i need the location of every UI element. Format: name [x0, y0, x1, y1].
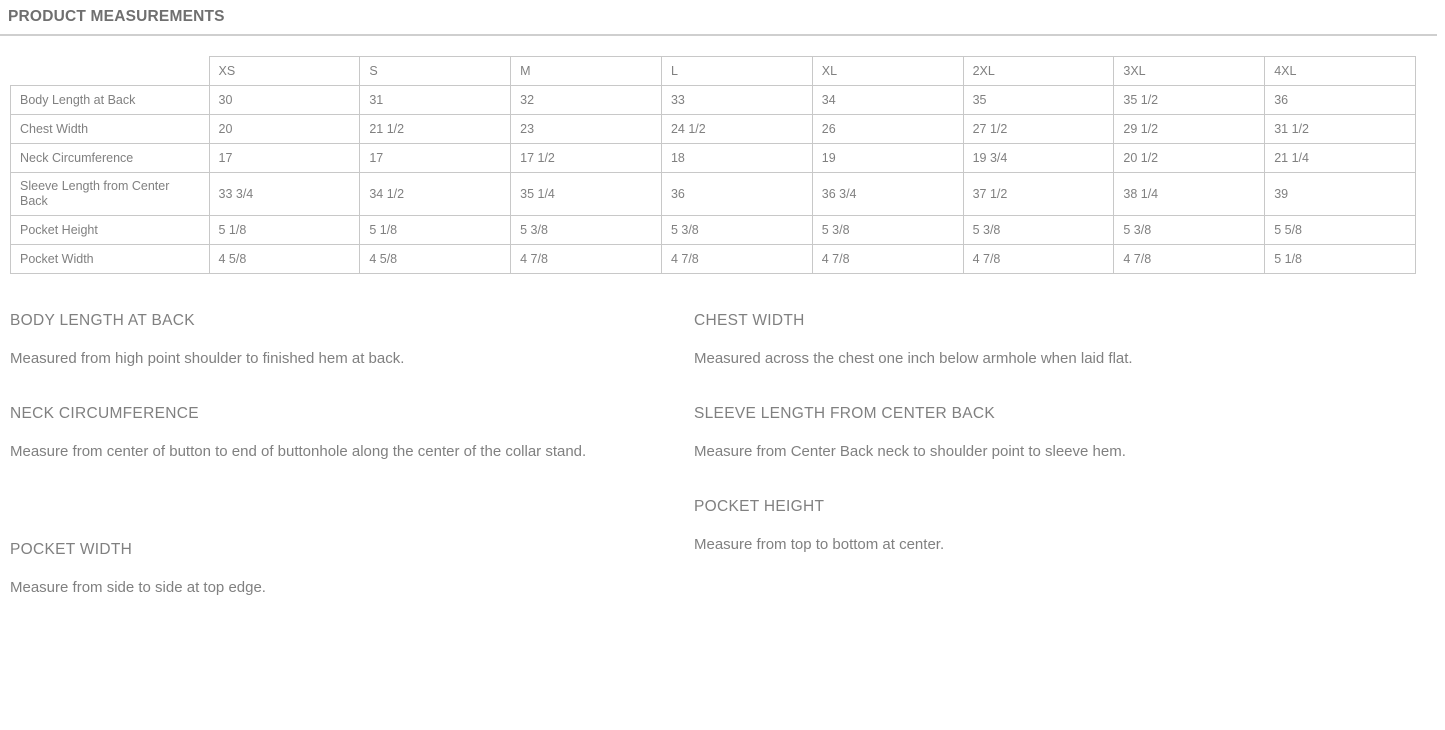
- table-cell: 21 1/2: [360, 115, 511, 144]
- table-cell: 5 3/8: [963, 216, 1114, 245]
- definition-description: Measure from center of button to end of buttonhole along the center of the collar stand.: [10, 443, 587, 460]
- row-label: Neck Circumference: [11, 144, 210, 173]
- table-cell: 5 1/8: [1265, 245, 1416, 274]
- table-cell: 30: [209, 86, 360, 115]
- measurements-table: [10, 56, 1416, 274]
- definition-description: Measure from top to bottom at center.: [694, 536, 945, 553]
- table-cell: 33 3/4: [209, 173, 360, 216]
- table-cell: 4 5/8: [209, 245, 360, 274]
- table-cell: 5 5/8: [1265, 216, 1416, 245]
- table-row: [11, 115, 1416, 144]
- table-cell: 17: [360, 144, 511, 173]
- table-cell: 4 7/8: [1114, 245, 1265, 274]
- table-row: [11, 245, 1416, 274]
- table-cell: 36: [1265, 86, 1416, 115]
- definition-body-length-at-back: [10, 312, 670, 374]
- table-cell: 5 1/8: [209, 216, 360, 245]
- column-header-xl: XL: [812, 57, 963, 86]
- table-cell: 4 7/8: [511, 245, 662, 274]
- table-cell: 20: [209, 115, 360, 144]
- definition-pocket-height: [694, 498, 1394, 560]
- table-cell: 17 1/2: [511, 144, 662, 173]
- table-cell: 24 1/2: [661, 115, 812, 144]
- table-cell: 34 1/2: [360, 173, 511, 216]
- table-cell: 32: [511, 86, 662, 115]
- page-title-bar: [0, 0, 1437, 36]
- table-row: [11, 86, 1416, 115]
- row-label: Pocket Height: [11, 216, 210, 245]
- table-cell: 5 3/8: [661, 216, 812, 245]
- table-row: [11, 216, 1416, 245]
- table-cell: 34: [812, 86, 963, 115]
- table-body: [11, 86, 1416, 274]
- table-cell: 4 7/8: [812, 245, 963, 274]
- table-cell: 4 7/8: [661, 245, 812, 274]
- definition-chest-width: [694, 312, 1394, 374]
- row-label: Body Length at Back: [11, 86, 210, 115]
- definition-term: BODY LENGTH AT BACK: [10, 312, 195, 329]
- definition-description: Measure from Center Back neck to shoulder point to sleeve hem.: [694, 443, 1126, 460]
- column-header-m: M: [511, 57, 662, 86]
- column-header-3xl: 3XL: [1114, 57, 1265, 86]
- table-cell: 4 5/8: [360, 245, 511, 274]
- row-label: Sleeve Length from Center Back: [11, 173, 210, 216]
- table-cell: 35: [963, 86, 1114, 115]
- definition-term: SLEEVE LENGTH FROM CENTER BACK: [694, 405, 995, 422]
- table-corner-cell: [11, 57, 210, 86]
- table-cell: 38 1/4: [1114, 173, 1265, 216]
- table-row: [11, 144, 1416, 173]
- table-cell: 21 1/4: [1265, 144, 1416, 173]
- page-title: PRODUCT MEASUREMENTS: [8, 8, 225, 25]
- table-cell: 5 1/8: [360, 216, 511, 245]
- table-cell: 4 7/8: [963, 245, 1114, 274]
- table-cell: 35 1/4: [511, 173, 662, 216]
- table-header-row: [11, 57, 1416, 86]
- table-cell: 5 3/8: [511, 216, 662, 245]
- table-cell: 5 3/8: [1114, 216, 1265, 245]
- table-cell: 19: [812, 144, 963, 173]
- definition-description: Measured across the chest one inch below armhole when laid flat.: [694, 350, 1133, 367]
- table-cell: 36: [661, 173, 812, 216]
- definitions-column-left: [10, 312, 670, 634]
- table-cell: 31 1/2: [1265, 115, 1416, 144]
- table-cell: 26: [812, 115, 963, 144]
- table-header: [11, 57, 1416, 86]
- table-cell: 20 1/2: [1114, 144, 1265, 173]
- table-cell: 19 3/4: [963, 144, 1114, 173]
- table-cell: 18: [661, 144, 812, 173]
- column-header-4xl: 4XL: [1265, 57, 1416, 86]
- row-label: Pocket Width: [11, 245, 210, 274]
- definition-term: CHEST WIDTH: [694, 312, 805, 329]
- definition-term: POCKET WIDTH: [10, 541, 133, 558]
- table-cell: 39: [1265, 173, 1416, 216]
- table-cell: 17: [209, 144, 360, 173]
- definition-term: POCKET HEIGHT: [694, 498, 825, 515]
- definition-neck-circumference: [10, 405, 670, 467]
- definition-term: NECK CIRCUMFERENCE: [10, 405, 199, 422]
- definitions-column-right: [694, 312, 1394, 591]
- table-cell: 35 1/2: [1114, 86, 1265, 115]
- definition-description: Measure from side to side at top edge.: [10, 579, 266, 596]
- table-cell: 37 1/2: [963, 173, 1114, 216]
- column-header-2xl: 2XL: [963, 57, 1114, 86]
- definition-pocket-width: [10, 541, 670, 603]
- column-header-l: L: [661, 57, 812, 86]
- column-header-xs: XS: [209, 57, 360, 86]
- row-label: Chest Width: [11, 115, 210, 144]
- table-cell: 36 3/4: [812, 173, 963, 216]
- table-cell: 27 1/2: [963, 115, 1114, 144]
- table-cell: 5 3/8: [812, 216, 963, 245]
- table-cell: 29 1/2: [1114, 115, 1265, 144]
- definition-description: Measured from high point shoulder to finished hem at back.: [10, 350, 405, 367]
- measurements-table-container: [10, 56, 1416, 274]
- table-cell: 23: [511, 115, 662, 144]
- table-cell: 33: [661, 86, 812, 115]
- definition-sleeve-length-from-center-back: [694, 405, 1394, 467]
- table-row: [11, 173, 1416, 216]
- table-cell: 31: [360, 86, 511, 115]
- column-header-s: S: [360, 57, 511, 86]
